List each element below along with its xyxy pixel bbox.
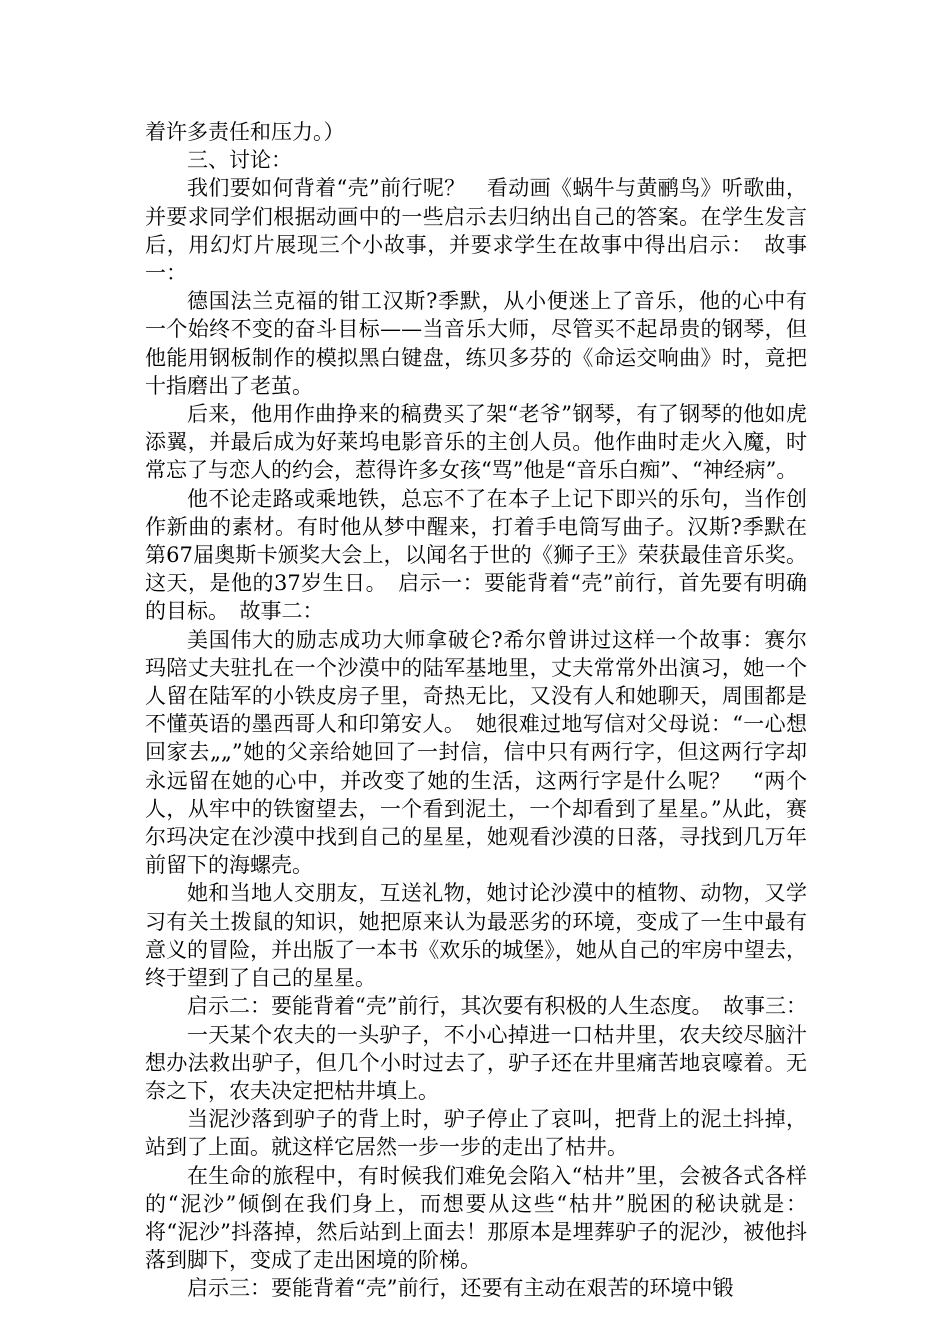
paragraph: 在生命的旅程中，有时候我们难免会陷入“枯井”里，会被各式各样的“泥沙”倾倒在我们身上，而想要从这些“枯井”脱困的秘诀就是：将“泥沙”抖落掉，然后站到上面去！那原本是埋葬驴子的泥沙，被他抖落到脚下，变成了走出困境的阶梯。 [145, 1163, 807, 1273]
paragraph: 启示三：要能背着“壳”前行，还要有主动在艰苦的环境中锻 [187, 1276, 734, 1301]
paragraph: 一天某个农夫的一头驴子，不小心掉进一口枯井里，农夫绞尽脑汁想办法救出驴子，但几个小时过去了，驴子还在井里痛苦地哀嚎着。无奈之下，农夫决定把枯井填上。 [145, 1022, 807, 1103]
paragraph: 启示二：要能背着“壳”前行，其次要有积极的人生态度。 故事三： [187, 994, 807, 1019]
paragraph: 德国法兰克福的钳工汉斯?季默，从小便迷上了音乐，他的心中有一个始终不变的奋斗目标——当音乐大师，尽管买不起昂贵的钢琴，但他能用钢板制作的模拟黑白键盘，练贝多芬的《命运交响曲》时，竟把十指磨出了老茧。 [145, 289, 807, 398]
paragraph: 美国伟大的励志成功大师拿破仑?希尔曾讲过这样一个故事：赛尔玛陪丈夫驻扎在一个沙漠中的陆军基地里，丈夫常常外出演习，她一个人留在陆军的小铁皮房子里，奇热无比，又没有人和她聊天，周围都是不懂英语的墨西哥人和印第安人。 她很难过地写信对父母说：“一心想回家去„„”她的父亲给她回了一封信，信中只有两行字，但这两行字却永远留在她的心中，并改变了她的生活，这两行字是什么呢？ “两个人，从牢中的铁窗望去，一个看到泥土，一个却看到了星星。”从此，赛尔玛决定在沙漠中找到自己的星星，她观看沙漠的日落，寻找到几万年前留下的海螺壳。 [145, 627, 807, 878]
section-heading: 三、讨论： [187, 148, 292, 173]
paragraph: 后来，他用作曲挣来的稿费买了架“老爷”钢琴，有了钢琴的他如虎添翼，并最后成为好莱坞电影音乐的主创人员。他作曲时走火入魔，时常忘了与恋人的约会，惹得许多女孩“骂”他是“音乐白痴”、“神经病”。 [145, 402, 807, 483]
paragraph: 他不论走路或乘地铁，总忘不了在本子上记下即兴的乐句，当作创作新曲的素材。有时他从梦中醒来，打着手电筒写曲子。汉斯?季默在第67届奥斯卡颁奖大会上，以闻名于世的《狮子王》荣获最佳音乐奖。这天，是他的37岁生日。 启示一：要能背着“壳”前行，首先要有明确的目标。 故事二： [145, 486, 807, 624]
document-body [145, 118, 807, 1303]
paragraph: 着许多责任和压力。） [145, 120, 345, 144]
paragraph: 当泥沙落到驴子的背上时，驴子停止了哀叫，把背上的泥土抖掉，站到了上面。就这样它居然一步一步的走出了枯井。 [145, 1107, 807, 1160]
paragraph: 她和当地人交朋友，互送礼物，她讨论沙漠中的植物、动物，又学习有关土拨鼠的知识，她把原来认为最恶劣的环境，变成了一生中最有意义的冒险，并出版了一本书《欢乐的城堡》，她从自己的牢房中望去，终于望到了自己的星星。 [145, 881, 807, 991]
paragraph: 我们要如何背着“壳”前行呢？ 看动画《蜗牛与黄鹂鸟》听歌曲，并要求同学们根据动画中的一些启示去归纳出自己的答案。在学生发言后，用幻灯片展现三个小故事，并要求学生在故事中得出启示： 故事一： [145, 176, 807, 286]
